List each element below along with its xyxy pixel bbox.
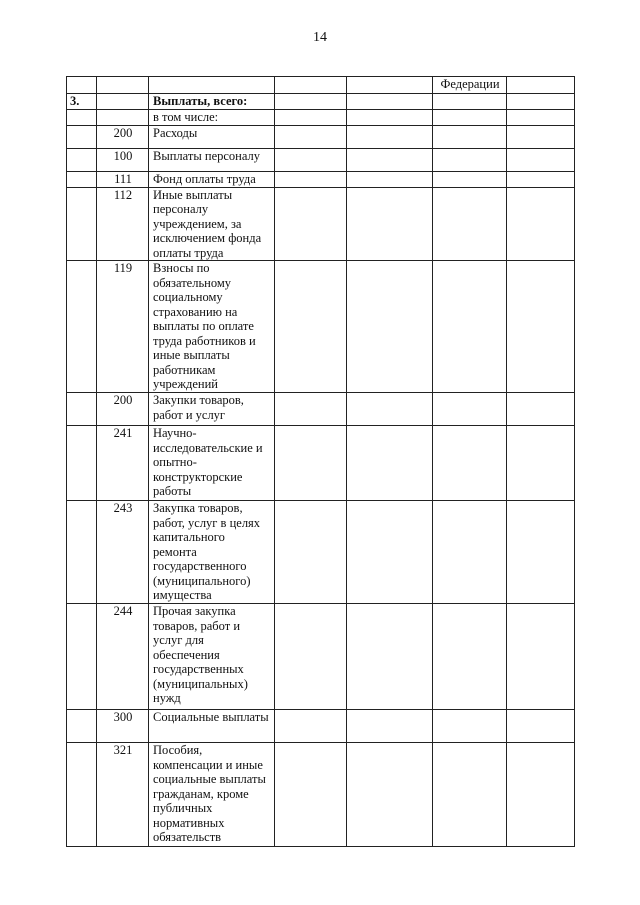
value-cell: [275, 110, 347, 126]
value-cell: [347, 501, 433, 604]
table-row: [67, 261, 575, 393]
value-cell: [507, 426, 575, 501]
row-description: Социальные выплаты: [149, 710, 275, 743]
table-row: [67, 710, 575, 743]
header-cell: [347, 77, 433, 94]
row-number: [67, 604, 97, 710]
row-number: [67, 171, 97, 187]
row-code: 200: [97, 393, 149, 426]
row-code: 111: [97, 171, 149, 187]
table-row: [67, 94, 575, 110]
value-cell: [347, 148, 433, 171]
value-cell: [433, 426, 507, 501]
row-description: Закупки товаров, работ и услуг: [149, 393, 275, 426]
value-cell: [507, 110, 575, 126]
row-code: 200: [97, 125, 149, 148]
value-cell: [347, 743, 433, 847]
value-cell: [347, 94, 433, 110]
header-cell: [275, 77, 347, 94]
value-cell: [507, 187, 575, 261]
value-cell: [275, 187, 347, 261]
value-cell: [433, 110, 507, 126]
value-cell: [275, 604, 347, 710]
table-row: [67, 171, 575, 187]
value-cell: [347, 110, 433, 126]
table-row: [67, 148, 575, 171]
row-number: [67, 501, 97, 604]
header-cell: [67, 77, 97, 94]
row-number: [67, 187, 97, 261]
table-row: [67, 743, 575, 847]
value-cell: [347, 426, 433, 501]
value-cell: [347, 710, 433, 743]
table-row: [67, 187, 575, 261]
row-description: Закупка товаров, работ, услуг в целях капитального ремонта государственного (муниципального) имущества: [149, 501, 275, 604]
value-cell: [507, 501, 575, 604]
row-code: 100: [97, 148, 149, 171]
row-description: Выплаты персоналу: [149, 148, 275, 171]
value-cell: [507, 94, 575, 110]
row-description: Выплаты, всего:: [149, 94, 275, 110]
row-number: [67, 110, 97, 126]
value-cell: [507, 148, 575, 171]
table-row: [67, 426, 575, 501]
row-description: в том числе:: [149, 110, 275, 126]
value-cell: [433, 604, 507, 710]
value-cell: [433, 501, 507, 604]
row-number: [67, 710, 97, 743]
value-cell: [347, 187, 433, 261]
value-cell: [433, 125, 507, 148]
value-cell: [507, 393, 575, 426]
row-code: 119: [97, 261, 149, 393]
table-row: [67, 393, 575, 426]
value-cell: [507, 171, 575, 187]
value-cell: [275, 426, 347, 501]
value-cell: [275, 261, 347, 393]
value-cell: [433, 187, 507, 261]
row-number: 3.: [67, 94, 97, 110]
row-number: [67, 148, 97, 171]
value-cell: [347, 393, 433, 426]
value-cell: [507, 604, 575, 710]
row-description: Научно-исследовательские и опытно-конструкторские работы: [149, 426, 275, 501]
row-description: Пособия, компенсации и иные социальные выплаты гражданам, кроме публичных нормативных обязательств: [149, 743, 275, 847]
row-number: [67, 393, 97, 426]
value-cell: [275, 393, 347, 426]
header-cell: [149, 77, 275, 94]
row-description: Прочая закупка товаров, работ и услуг для обеспечения государственных (муниципальных) нужд: [149, 604, 275, 710]
value-cell: [507, 710, 575, 743]
page-number: 14: [313, 30, 327, 45]
row-code: 300: [97, 710, 149, 743]
row-number: [67, 743, 97, 847]
table-row: [67, 110, 575, 126]
header-cell: [507, 77, 575, 94]
value-cell: [347, 261, 433, 393]
row-number: [67, 426, 97, 501]
value-cell: [433, 148, 507, 171]
value-cell: [507, 743, 575, 847]
row-code: 321: [97, 743, 149, 847]
value-cell: [507, 125, 575, 148]
value-cell: [275, 94, 347, 110]
table-row: [67, 501, 575, 604]
value-cell: [275, 125, 347, 148]
table-row: [67, 125, 575, 148]
value-cell: [275, 171, 347, 187]
header-cell-federation: Федерации: [433, 77, 507, 94]
value-cell: [433, 94, 507, 110]
row-description: Иные выплаты персоналу учреждением, за исключением фонда оплаты труда: [149, 187, 275, 261]
value-cell: [433, 171, 507, 187]
table-row: [67, 604, 575, 710]
value-cell: [433, 261, 507, 393]
header-cell: [97, 77, 149, 94]
table-header-row: [67, 77, 575, 94]
value-cell: [347, 604, 433, 710]
value-cell: [347, 125, 433, 148]
row-description: Взносы по обязательному социальному страхованию на выплаты по оплате труда работников и иные выплаты работникам учреждений: [149, 261, 275, 393]
value-cell: [347, 171, 433, 187]
value-cell: [275, 501, 347, 604]
value-cell: [275, 148, 347, 171]
value-cell: [275, 743, 347, 847]
row-code: 241: [97, 426, 149, 501]
row-number: [67, 261, 97, 393]
value-cell: [507, 261, 575, 393]
value-cell: [433, 393, 507, 426]
row-code: 112: [97, 187, 149, 261]
value-cell: [433, 710, 507, 743]
row-description: Фонд оплаты труда: [149, 171, 275, 187]
row-description: Расходы: [149, 125, 275, 148]
value-cell: [433, 743, 507, 847]
value-cell: [275, 710, 347, 743]
row-code: [97, 110, 149, 126]
row-number: [67, 125, 97, 148]
budget-table: [66, 76, 575, 847]
row-code: 244: [97, 604, 149, 710]
row-code: [97, 94, 149, 110]
row-code: 243: [97, 501, 149, 604]
